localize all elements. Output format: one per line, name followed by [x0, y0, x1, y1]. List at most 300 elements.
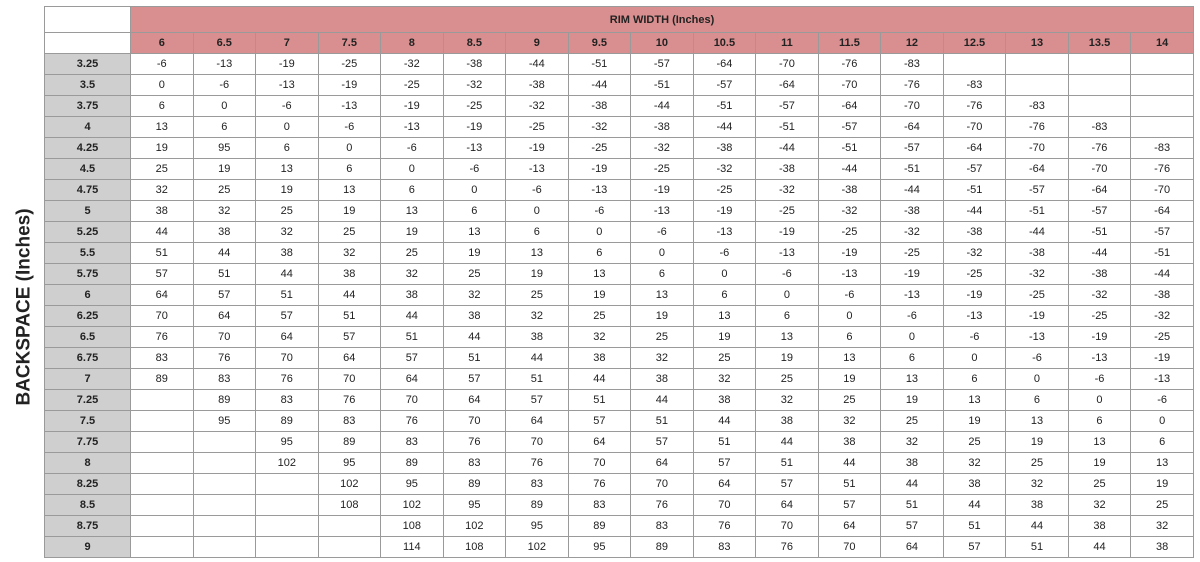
rim-width-header-cell: 6.5	[193, 33, 256, 54]
table-row	[45, 327, 1194, 348]
table-cell: -32	[568, 117, 631, 138]
table-cell: -38	[443, 54, 506, 75]
table-cell	[131, 390, 194, 411]
table-cell: -57	[1068, 201, 1131, 222]
table-cell: 32	[1131, 516, 1194, 537]
table-cell: 76	[193, 348, 256, 369]
table-cell: 0	[943, 348, 1006, 369]
table-cell: 38	[506, 327, 569, 348]
table-cell	[193, 537, 256, 558]
table-cell: -38	[943, 222, 1006, 243]
table-cell: 44	[318, 285, 381, 306]
table-cell	[1131, 75, 1194, 96]
table-cell: 44	[381, 306, 444, 327]
table-cell: -64	[818, 96, 881, 117]
table-cell: 89	[443, 474, 506, 495]
table-cell: 102	[443, 516, 506, 537]
table-row	[45, 201, 1194, 222]
table-cell: -70	[756, 54, 819, 75]
table-cell: 38	[631, 369, 694, 390]
table-cell: 57	[943, 537, 1006, 558]
table-cell: -6	[631, 222, 694, 243]
table-cell: 6	[568, 243, 631, 264]
table-cell: 44	[131, 222, 194, 243]
table-cell: 0	[693, 264, 756, 285]
table-cell: -32	[381, 54, 444, 75]
table-cell: -6	[443, 159, 506, 180]
table-row	[45, 390, 1194, 411]
table-cell: 13	[1006, 411, 1069, 432]
table-cell: 83	[506, 474, 569, 495]
table-cell: 13	[1068, 432, 1131, 453]
table-cell: 51	[443, 348, 506, 369]
table-cell: 95	[381, 474, 444, 495]
table-body	[45, 54, 1194, 558]
table-row	[45, 264, 1194, 285]
table-cell: 70	[381, 390, 444, 411]
table-cell: -32	[631, 138, 694, 159]
table-row	[45, 474, 1194, 495]
table-cell: -70	[943, 117, 1006, 138]
table-cell: 89	[193, 390, 256, 411]
table-cell: -19	[506, 138, 569, 159]
table-cell: 19	[443, 243, 506, 264]
table-cell: 44	[818, 453, 881, 474]
table-cell	[193, 495, 256, 516]
rim-width-header-cell: 7	[256, 33, 319, 54]
backspace-row-header: 6.75	[45, 348, 131, 369]
table-cell: 32	[506, 306, 569, 327]
table-cell: -76	[881, 75, 944, 96]
table-cell: -13	[443, 138, 506, 159]
table-cell: -51	[693, 96, 756, 117]
table-cell: 13	[693, 306, 756, 327]
table-cell: -25	[318, 54, 381, 75]
table-cell: 38	[381, 285, 444, 306]
table-cell: 13	[1131, 453, 1194, 474]
table-cell: 57	[506, 390, 569, 411]
table-cell: 13	[631, 285, 694, 306]
table-cell: -25	[756, 201, 819, 222]
table-cell: 6	[631, 264, 694, 285]
table-row	[45, 306, 1194, 327]
table-cell: -13	[818, 264, 881, 285]
table-cell: 38	[443, 306, 506, 327]
table-cell: 25	[131, 159, 194, 180]
table-cell: 32	[943, 453, 1006, 474]
table-cell: 64	[318, 348, 381, 369]
table-cell: -19	[318, 75, 381, 96]
table-cell: -6	[256, 96, 319, 117]
table-cell	[193, 453, 256, 474]
table-cell: -13	[568, 180, 631, 201]
table-cell: 70	[693, 495, 756, 516]
table-cell: -25	[1006, 285, 1069, 306]
table-cell	[1068, 96, 1131, 117]
table-cell: 38	[1068, 516, 1131, 537]
table-cell: 25	[693, 348, 756, 369]
table-cell: -6	[943, 327, 1006, 348]
table-cell: 19	[1068, 453, 1131, 474]
table-cell: -6	[568, 201, 631, 222]
table-cell	[131, 516, 194, 537]
table-cell: -44	[693, 117, 756, 138]
table-cell: 64	[756, 495, 819, 516]
table-cell	[131, 411, 194, 432]
table-cell: -38	[693, 138, 756, 159]
backspace-row-header: 5.75	[45, 264, 131, 285]
table-cell: 102	[256, 453, 319, 474]
table-cell: -44	[1068, 243, 1131, 264]
table-cell: 25	[506, 285, 569, 306]
table-cell: -57	[881, 138, 944, 159]
backspace-row-header: 3.5	[45, 75, 131, 96]
table-cell: -6	[818, 285, 881, 306]
table-cell: 38	[756, 411, 819, 432]
table-cell: 44	[943, 495, 1006, 516]
table-cell: -76	[1068, 138, 1131, 159]
table-cell: 102	[506, 537, 569, 558]
table-cell	[1006, 75, 1069, 96]
table-cell: -19	[1068, 327, 1131, 348]
table-cell: -38	[818, 180, 881, 201]
table-cell: -44	[1006, 222, 1069, 243]
table-cell: 25	[193, 180, 256, 201]
table-cell: 25	[818, 390, 881, 411]
table-row	[45, 411, 1194, 432]
table-cell: 6	[131, 96, 194, 117]
table-cell: -57	[756, 96, 819, 117]
table-cell: 6	[943, 369, 1006, 390]
table-cell: 51	[381, 327, 444, 348]
table-cell: 44	[756, 432, 819, 453]
table-cell: 32	[693, 369, 756, 390]
table-cell: 44	[506, 348, 569, 369]
table-cell: 6	[1131, 432, 1194, 453]
table-cell: 95	[256, 432, 319, 453]
table-cell: -19	[881, 264, 944, 285]
table-cell: 51	[568, 390, 631, 411]
table-cell: -76	[818, 54, 881, 75]
table-cell	[1006, 54, 1069, 75]
table-cell: 51	[818, 474, 881, 495]
table-cell: 25	[256, 201, 319, 222]
table-cell: 6	[443, 201, 506, 222]
table-cell: 0	[256, 117, 319, 138]
table-cell: 44	[693, 411, 756, 432]
table-cell: -25	[1131, 327, 1194, 348]
table-cell: 19	[506, 264, 569, 285]
table-cell	[1068, 54, 1131, 75]
rim-width-header-cell: 9	[506, 33, 569, 54]
table-row	[45, 348, 1194, 369]
table-cell: -19	[568, 159, 631, 180]
table-cell: 38	[318, 264, 381, 285]
table-cell: -57	[1006, 180, 1069, 201]
table-cell: -13	[381, 117, 444, 138]
table-cell	[256, 495, 319, 516]
table-cell: -38	[506, 75, 569, 96]
table-cell: 83	[631, 516, 694, 537]
table-cell: -13	[756, 243, 819, 264]
table-row	[45, 159, 1194, 180]
backspace-row-header: 6	[45, 285, 131, 306]
table-cell: -13	[256, 75, 319, 96]
table-cell: 83	[193, 369, 256, 390]
table-cell: 13	[818, 348, 881, 369]
table-cell: -83	[1068, 117, 1131, 138]
table-cell: 6	[818, 327, 881, 348]
table-cell: 32	[193, 201, 256, 222]
backspace-row-header: 5.25	[45, 222, 131, 243]
table-cell: 32	[381, 264, 444, 285]
table-cell: -51	[881, 159, 944, 180]
table-cell: 76	[756, 537, 819, 558]
table-cell: 70	[631, 474, 694, 495]
table-cell: 64	[881, 537, 944, 558]
table-cell: -44	[1131, 264, 1194, 285]
table-row	[45, 453, 1194, 474]
table-row	[45, 369, 1194, 390]
rim-width-header-cell: 6	[131, 33, 194, 54]
table-cell: 57	[881, 516, 944, 537]
rim-width-header-cell: 10	[631, 33, 694, 54]
table-cell: 25	[381, 243, 444, 264]
table-cell: -32	[818, 201, 881, 222]
table-cell: 25	[881, 411, 944, 432]
table-cell: 89	[381, 453, 444, 474]
table-cell: -64	[1131, 201, 1194, 222]
table-cell: 19	[131, 138, 194, 159]
table-cell: 108	[443, 537, 506, 558]
table-cell: 44	[631, 390, 694, 411]
table-cell: 44	[443, 327, 506, 348]
table-row	[45, 75, 1194, 96]
table-cell: 19	[631, 306, 694, 327]
rim-width-header-cell: 11	[756, 33, 819, 54]
table-cell: 51	[943, 516, 1006, 537]
table-cell: 32	[756, 390, 819, 411]
table-cell: 19	[1131, 474, 1194, 495]
table-cell: 19	[756, 348, 819, 369]
table-cell: 13	[881, 369, 944, 390]
table-cell: 32	[256, 222, 319, 243]
table-row	[45, 243, 1194, 264]
table-cell: 57	[318, 327, 381, 348]
table-cell: 0	[756, 285, 819, 306]
table-cell: 64	[256, 327, 319, 348]
table-cell: -19	[256, 54, 319, 75]
table-cell: 0	[318, 138, 381, 159]
table-cell: 76	[443, 432, 506, 453]
table-cell: 38	[1006, 495, 1069, 516]
table-cell: 44	[1068, 537, 1131, 558]
table-cell: 0	[443, 180, 506, 201]
table-cell: 64	[131, 285, 194, 306]
table-cell: 83	[131, 348, 194, 369]
table-cell: 19	[568, 285, 631, 306]
table-cell: -13	[881, 285, 944, 306]
table-cell: -57	[818, 117, 881, 138]
table-cell: 0	[1131, 411, 1194, 432]
table-cell: 0	[1006, 369, 1069, 390]
table-cell: -13	[193, 54, 256, 75]
table-cell: -19	[943, 285, 1006, 306]
table-cell: 6	[756, 306, 819, 327]
table-cell: -13	[1068, 348, 1131, 369]
table-cell: -6	[193, 75, 256, 96]
table-cell: 32	[818, 411, 881, 432]
table-cell: 64	[631, 453, 694, 474]
table-cell: -19	[756, 222, 819, 243]
table-cell: -44	[568, 75, 631, 96]
table-cell: 0	[631, 243, 694, 264]
table-cell	[131, 432, 194, 453]
table-cell: 13	[381, 201, 444, 222]
table-cell: 6	[1006, 390, 1069, 411]
table-cell: -25	[506, 117, 569, 138]
table-cell: -25	[1068, 306, 1131, 327]
table-cell: -6	[756, 264, 819, 285]
table-cell: 0	[568, 222, 631, 243]
table-cell: 19	[818, 369, 881, 390]
table-cell: 76	[693, 516, 756, 537]
backspace-chart	[6, 6, 1194, 556]
table-cell: -44	[506, 54, 569, 75]
table-cell: -51	[818, 138, 881, 159]
table-cell: 19	[881, 390, 944, 411]
table-cell: 57	[756, 474, 819, 495]
table-cell: -25	[568, 138, 631, 159]
table-cell: -64	[943, 138, 1006, 159]
backspace-row-header: 8.25	[45, 474, 131, 495]
rim-width-header-cell: 8	[381, 33, 444, 54]
table-cell: 83	[381, 432, 444, 453]
table-cell: 83	[693, 537, 756, 558]
table-cell: 51	[193, 264, 256, 285]
table-cell: -70	[818, 75, 881, 96]
table-cell: 38	[818, 432, 881, 453]
table-cell: 70	[131, 306, 194, 327]
table-cell: 95	[443, 495, 506, 516]
table-cell: -6	[693, 243, 756, 264]
table-cell	[318, 537, 381, 558]
table-cell: 102	[318, 474, 381, 495]
table-cell: -19	[381, 96, 444, 117]
title-row	[45, 7, 1194, 33]
table-cell: 76	[131, 327, 194, 348]
table-cell: 51	[1006, 537, 1069, 558]
table-cell: 64	[381, 369, 444, 390]
table-cell: -13	[1131, 369, 1194, 390]
table-cell: -13	[506, 159, 569, 180]
table-cell: 0	[506, 201, 569, 222]
table-cell: -19	[1131, 348, 1194, 369]
table-cell	[131, 537, 194, 558]
table-row	[45, 96, 1194, 117]
table-cell	[1068, 75, 1131, 96]
table-cell: 0	[881, 327, 944, 348]
table-cell: 76	[631, 495, 694, 516]
table-cell: 70	[256, 348, 319, 369]
table-cell: 0	[1068, 390, 1131, 411]
table-cell: -57	[943, 159, 1006, 180]
table-cell: -57	[693, 75, 756, 96]
table-cell: 57	[443, 369, 506, 390]
backspace-axis-label-text: BACKSPACE (Inches)	[14, 208, 35, 406]
table-cell: -51	[943, 180, 1006, 201]
table-cell: 0	[193, 96, 256, 117]
backspace-row-header: 7.75	[45, 432, 131, 453]
table-cell: 13	[756, 327, 819, 348]
table-cell: 57	[193, 285, 256, 306]
table-cell: 64	[506, 411, 569, 432]
backspace-row-header: 4	[45, 117, 131, 138]
table-cell: 6	[506, 222, 569, 243]
backspace-row-header: 6.5	[45, 327, 131, 348]
table-cell: 0	[131, 75, 194, 96]
table-cell: 95	[568, 537, 631, 558]
table-cell	[1131, 96, 1194, 117]
table-cell: -25	[443, 96, 506, 117]
backspace-row-header: 4.25	[45, 138, 131, 159]
table-cell: -13	[943, 306, 1006, 327]
table-cell	[318, 516, 381, 537]
backspace-row-header: 7	[45, 369, 131, 390]
table-cell: 38	[881, 453, 944, 474]
table-cell: -25	[943, 264, 1006, 285]
table-cell: -32	[443, 75, 506, 96]
table-cell: -57	[1131, 222, 1194, 243]
table-cell: 83	[568, 495, 631, 516]
table-cell: 76	[568, 474, 631, 495]
table-cell: 51	[881, 495, 944, 516]
table-cell: 70	[506, 432, 569, 453]
table-cell: 13	[506, 243, 569, 264]
table-cell: 19	[943, 411, 1006, 432]
table-cell: 89	[318, 432, 381, 453]
table-cell: -70	[1131, 180, 1194, 201]
table-cell: 19	[693, 327, 756, 348]
table-cell: 64	[818, 516, 881, 537]
table-cell: -38	[1131, 285, 1194, 306]
table-cell: -70	[1068, 159, 1131, 180]
table-cell: 25	[943, 432, 1006, 453]
table-cell: 32	[881, 432, 944, 453]
table-cell	[131, 495, 194, 516]
table-cell: -76	[1006, 117, 1069, 138]
table-cell: 25	[1006, 453, 1069, 474]
table-cell: 102	[381, 495, 444, 516]
table-cell: 51	[693, 432, 756, 453]
table-cell	[193, 516, 256, 537]
table-cell: -64	[1068, 180, 1131, 201]
table-cell: 19	[381, 222, 444, 243]
backspace-row-header: 6.25	[45, 306, 131, 327]
table-cell: -19	[818, 243, 881, 264]
table-cell: 57	[131, 264, 194, 285]
table-cell: 38	[568, 348, 631, 369]
table-cell: 70	[318, 369, 381, 390]
table-row	[45, 432, 1194, 453]
table-cell: 95	[193, 411, 256, 432]
table-cell: 83	[318, 411, 381, 432]
table-cell: -25	[631, 159, 694, 180]
table-cell: -13	[693, 222, 756, 243]
backspace-table	[44, 6, 1194, 558]
table-cell: -83	[881, 54, 944, 75]
table-cell: 76	[318, 390, 381, 411]
